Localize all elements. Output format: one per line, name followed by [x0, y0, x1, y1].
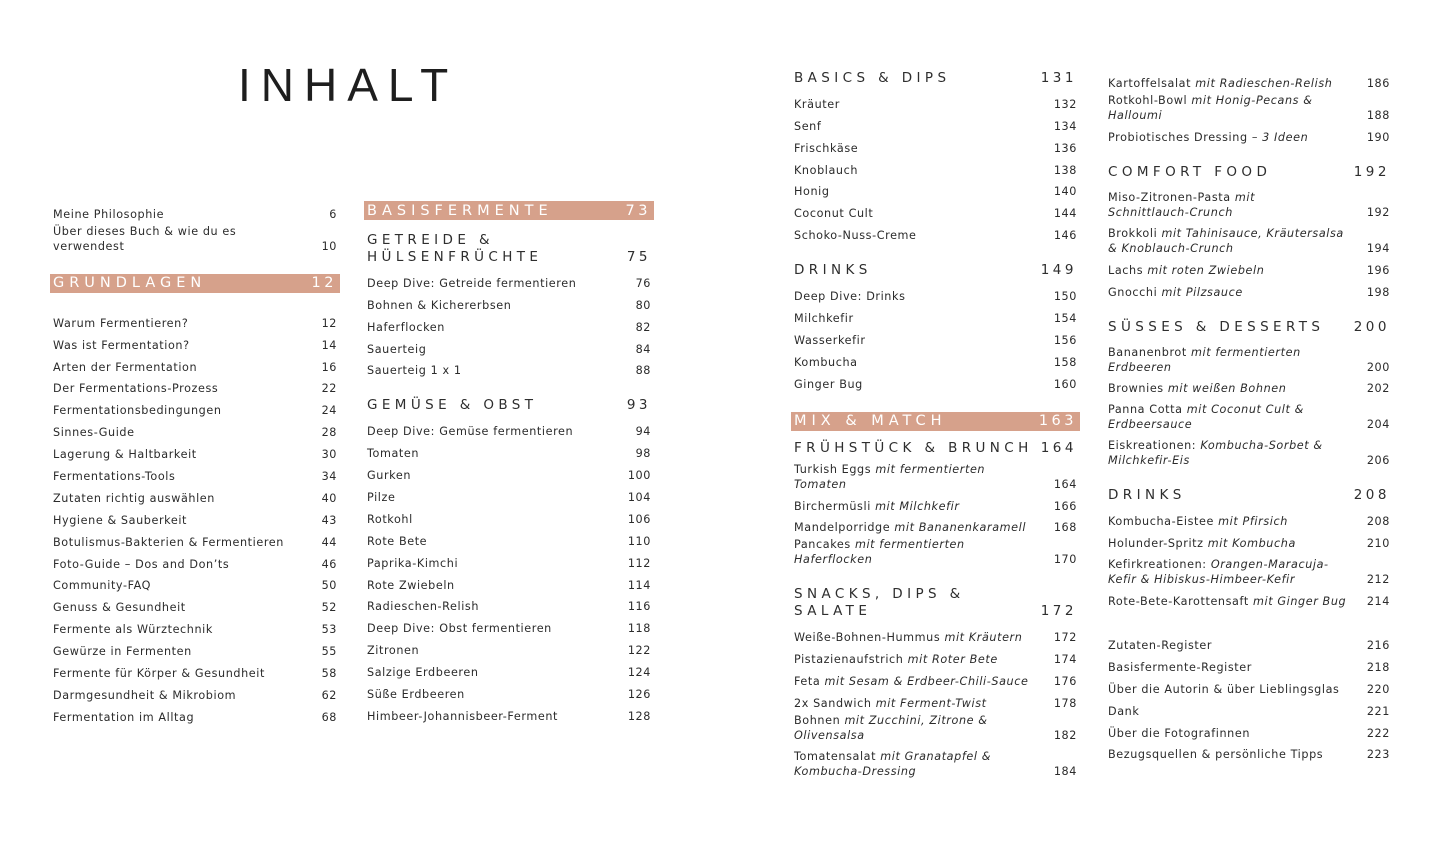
chapter-band-mix-match[interactable]: MIX & MATCH 163 — [791, 412, 1080, 431]
toc-column-2 — [364, 201, 654, 724]
toc-entry[interactable]: Zutaten-Register 216 — [1108, 639, 1390, 653]
toc-entry[interactable]: Deep Dive: Obst fermentieren 118 — [367, 622, 651, 636]
toc-entry[interactable]: Probiotisches Dressing – 3 Ideen 190 — [1108, 130, 1390, 144]
toc-entry[interactable]: Knoblauch 138 — [794, 163, 1077, 177]
toc-entry[interactable]: Rotkohl 106 — [367, 512, 651, 526]
toc-entry[interactable]: Arten der Fermentation 16 — [53, 360, 337, 374]
section-heading-drinks-2[interactable]: DRINKS 208 — [1108, 487, 1390, 504]
toc-entry[interactable]: Pistazienaufstrich mit Roter Bete 174 — [794, 653, 1077, 667]
toc-entry[interactable]: Kräuter 132 — [794, 97, 1077, 111]
toc-entry[interactable]: Warum Fermentieren? 12 — [53, 316, 337, 330]
toc-entry[interactable]: Gewürze in Fermenten 55 — [53, 645, 337, 659]
toc-entry[interactable]: Fermentation im Alltag 68 — [53, 710, 337, 724]
toc-entry[interactable]: Radieschen-Relish 116 — [367, 600, 651, 614]
section-heading-getreide[interactable]: GETREIDE & HÜLSENFRÜCHTE 75 — [367, 232, 651, 265]
toc-entry[interactable]: Sinnes-Guide 28 — [53, 426, 337, 440]
toc-entry[interactable]: Kartoffelsalat mit Radieschen-Relish 186 — [1108, 76, 1390, 90]
toc-entry[interactable]: Dank 221 — [1108, 704, 1390, 718]
toc-entry[interactable]: Rote-Bete-Karottensaft mit Ginger Bug 214 — [1108, 595, 1390, 609]
toc-entry[interactable]: Tomaten 98 — [367, 447, 651, 461]
toc-entry[interactable]: Zitronen 122 — [367, 644, 651, 658]
toc-entry[interactable]: Senf 134 — [794, 119, 1077, 133]
toc-entry[interactable]: Gurken 100 — [367, 469, 651, 483]
toc-entry[interactable]: Deep Dive: Getreide fermentieren 76 — [367, 276, 651, 290]
toc-entry[interactable]: Fermentations-Tools 34 — [53, 470, 337, 484]
toc-entry[interactable]: Paprika-Kimchi 112 — [367, 556, 651, 570]
toc-entry[interactable]: Schoko-Nuss-Creme 146 — [794, 229, 1077, 243]
toc-entry[interactable]: Bananenbrot mit fermentierten Erdbeeren 200 — [1108, 345, 1390, 374]
toc-entry[interactable]: Bohnen & Kichererbsen 80 — [367, 298, 651, 312]
toc-entry[interactable]: Fermentationsbedingungen 24 — [53, 404, 337, 418]
toc-entry[interactable]: Turkish Eggs mit fermentierten Tomaten 164 — [794, 462, 1077, 491]
toc-entry[interactable]: Rote Bete 110 — [367, 534, 651, 548]
toc-list-appendix — [1105, 631, 1393, 762]
toc-entry[interactable]: Was ist Fermentation? 14 — [53, 338, 337, 352]
toc-entry[interactable]: Wasserkefir 156 — [794, 333, 1077, 347]
toc-entry[interactable]: Haferflocken 82 — [367, 320, 651, 334]
toc-entry[interactable]: Kefirkreationen: Orangen-Maracuja-Kefir & Hibiskus-Himbeer-Kefir 212 — [1108, 558, 1390, 587]
toc-entry[interactable]: Birchermüsli mit Milchkefir 166 — [794, 499, 1077, 513]
toc-column-3 — [791, 70, 1080, 779]
toc-entry[interactable]: Rote Zwiebeln 114 — [367, 578, 651, 592]
section-heading-snacks[interactable]: SNACKS, DIPS & SALATE 172 — [794, 586, 1077, 620]
section-heading-fruehstueck[interactable]: FRÜHSTÜCK & BRUNCH 164 — [794, 439, 1077, 456]
toc-entry[interactable]: Gnocchi mit Pilzsauce 198 — [1108, 285, 1390, 299]
toc-entry[interactable]: Süße Erdbeeren 126 — [367, 688, 651, 702]
toc-entry[interactable]: Über die Fotografinnen 222 — [1108, 726, 1390, 740]
toc-entry[interactable]: Deep Dive: Gemüse fermentieren 94 — [367, 425, 651, 439]
toc-entry[interactable]: Kombucha 158 — [794, 355, 1077, 369]
toc-entry[interactable]: Mandelporridge mit Bananenkaramell 168 — [794, 521, 1077, 535]
toc-entry[interactable]: Feta mit Sesam & Erdbeer-Chili-Sauce 176 — [794, 675, 1077, 689]
section-heading-suesses[interactable]: SÜSSES & DESSERTS 200 — [1108, 318, 1390, 335]
toc-entry[interactable]: Salzige Erdbeeren 124 — [367, 666, 651, 680]
toc-entry[interactable]: Frischkäse 136 — [794, 141, 1077, 155]
toc-entry[interactable]: Sauerteig 84 — [367, 342, 651, 356]
toc-entry[interactable]: Coconut Cult 144 — [794, 207, 1077, 221]
toc-entry[interactable]: Sauerteig 1 x 1 88 — [367, 364, 651, 378]
section-heading-drinks[interactable]: DRINKS 149 — [794, 262, 1077, 279]
toc-entry[interactable]: Deep Dive: Drinks 150 — [794, 290, 1077, 304]
toc-entry[interactable]: Milchkefir 154 — [794, 312, 1077, 326]
toc-entry[interactable]: Botulismus-Bakterien & Fermentieren 44 — [53, 535, 337, 549]
section-heading-basics[interactable]: BASICS & DIPS 131 — [794, 70, 1077, 86]
toc-entry[interactable]: Panna Cotta mit Coconut Cult & Erdbeersauce 204 — [1108, 403, 1390, 432]
toc-entry[interactable]: Über die Autorin & über Lieblingsglas 220 — [1108, 682, 1390, 696]
toc-entry[interactable]: Basisfermente-Register 218 — [1108, 660, 1390, 674]
chapter-band-grundlagen[interactable]: GRUNDLAGEN 12 — [50, 274, 340, 293]
toc-entry[interactable]: Honig 140 — [794, 185, 1077, 199]
toc-entry[interactable]: Lachs mit roten Zwiebeln 196 — [1108, 263, 1390, 277]
toc-entry[interactable]: Community-FAQ 50 — [53, 579, 337, 593]
toc-entry[interactable]: Rotkohl-Bowl mit Honig-Pecans & Halloumi 188 — [1108, 93, 1390, 122]
toc-entry[interactable]: Ginger Bug 160 — [794, 377, 1077, 391]
toc-column-4 — [1105, 69, 1393, 762]
chapter-band-basisfermente[interactable]: BASISFERMENTE 73 — [364, 201, 654, 220]
toc-entry[interactable]: 2x Sandwich mit Ferment-Twist 178 — [794, 697, 1077, 711]
toc-entry[interactable]: Darmgesundheit & Mikrobiom 62 — [53, 688, 337, 702]
toc-entry[interactable]: Kombucha-Eistee mit Pfirsich 208 — [1108, 515, 1390, 529]
toc-list-grundlagen — [50, 309, 340, 725]
toc-entry[interactable]: Meine Philosophie 6 — [53, 207, 337, 221]
toc-entry[interactable]: Pancakes mit fermentierten Haferflocken 170 — [794, 538, 1077, 567]
section-heading-gemuese[interactable]: GEMÜSE & OBST 93 — [367, 397, 651, 414]
toc-entry[interactable]: Bezugsquellen & persönliche Tipps 223 — [1108, 748, 1390, 762]
toc-entry[interactable]: Weiße-Bohnen-Hummus mit Kräutern 172 — [794, 631, 1077, 645]
page-title: INHALT — [238, 59, 459, 111]
toc-entry[interactable]: Genuss & Gesundheit 52 — [53, 601, 337, 615]
toc-entry[interactable]: Foto-Guide – Dos and Don’ts 46 — [53, 557, 337, 571]
toc-entry[interactable]: Pilze 104 — [367, 491, 651, 505]
toc-entry[interactable]: Brokkoli mit Tahinisauce, Kräutersalsa & Knoblauch-Crunch 194 — [1108, 226, 1390, 255]
toc-entry[interactable]: Fermente für Körper & Gesundheit 58 — [53, 667, 337, 681]
toc-entry[interactable]: Fermente als Würztechnik 53 — [53, 623, 337, 637]
toc-entry[interactable]: Der Fermentations-Prozess 22 — [53, 382, 337, 396]
toc-entry[interactable]: Miso-Zitronen-Pasta mit Schnittlauch-Crunch 192 — [1108, 190, 1390, 219]
toc-entry[interactable]: Tomatensalat mit Granatapfel & Kombucha-Dressing 184 — [794, 750, 1077, 779]
toc-entry[interactable]: Hygiene & Sauberkeit 43 — [53, 513, 337, 527]
toc-entry[interactable]: Eiskreationen: Kombucha-Sorbet & Milchkefir-Eis 206 — [1108, 439, 1390, 468]
toc-entry[interactable]: Brownies mit weißen Bohnen 202 — [1108, 382, 1390, 396]
toc-column-1 — [50, 200, 340, 725]
toc-entry[interactable]: Über dieses Buch & wie du es verwendest 10 — [53, 224, 337, 253]
toc-entry[interactable]: Bohnen mit Zucchini, Zitrone & Olivensalsa 182 — [794, 714, 1077, 743]
toc-entry[interactable]: Holunder-Spritz mit Kombucha 210 — [1108, 537, 1390, 551]
section-heading-comfort-food[interactable]: COMFORT FOOD 192 — [1108, 163, 1390, 180]
toc-entry[interactable]: Himbeer-Johannisbeer-Ferment 128 — [367, 709, 651, 723]
toc-entry[interactable]: Lagerung & Haltbarkeit 30 — [53, 448, 337, 462]
toc-entry[interactable]: Zutaten richtig auswählen 40 — [53, 491, 337, 505]
